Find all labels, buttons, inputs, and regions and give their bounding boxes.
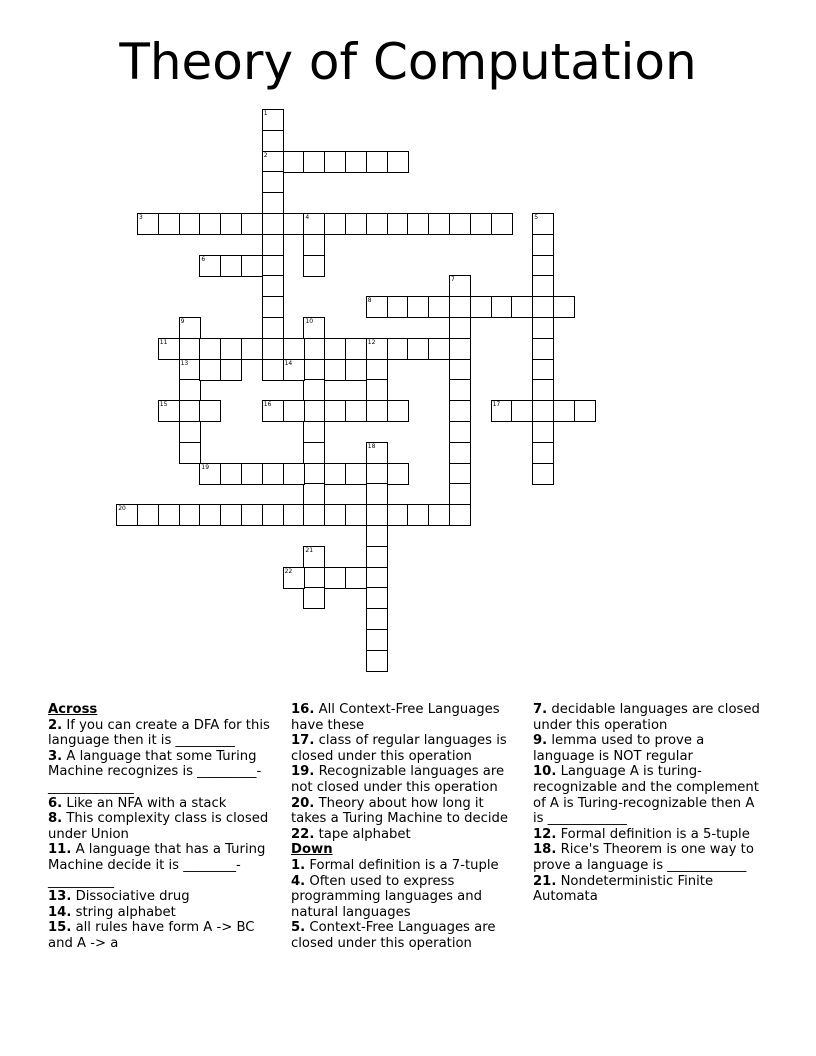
- crossword-cell[interactable]: [179, 359, 201, 381]
- crossword-cell[interactable]: [345, 463, 367, 485]
- crossword-cell[interactable]: [532, 275, 554, 297]
- clue-text: Recognizable languages are not closed under this operation: [291, 764, 505, 795]
- crossword-cell[interactable]: [532, 421, 554, 443]
- clue-item: [533, 827, 765, 843]
- page-title: Theory of Computation: [119, 33, 697, 91]
- crossword-cell[interactable]: [262, 213, 284, 235]
- crossword-cell[interactable]: [366, 546, 388, 568]
- crossword-cell[interactable]: [449, 359, 471, 381]
- crossword-cell[interactable]: [366, 608, 388, 630]
- crossword-cell[interactable]: [366, 338, 388, 360]
- crossword-cell[interactable]: [407, 504, 429, 526]
- crossword-cell[interactable]: [532, 379, 554, 401]
- clue-number: 18: [367, 442, 376, 450]
- crossword-cell[interactable]: [532, 255, 554, 277]
- crossword-cell[interactable]: [324, 338, 346, 360]
- crossword-cell[interactable]: [532, 296, 554, 318]
- crossword-cell[interactable]: [449, 421, 471, 443]
- clue-number: 10: [305, 318, 314, 325]
- crossword-cell[interactable]: [366, 504, 388, 526]
- crossword-cell[interactable]: [366, 463, 388, 485]
- clue-text: string alphabet: [71, 904, 176, 920]
- crossword-cell[interactable]: [366, 400, 388, 422]
- crossword-cell[interactable]: [262, 171, 284, 193]
- crossword-cell[interactable]: [303, 379, 325, 401]
- crossword-cell[interactable]: [137, 504, 159, 526]
- crossword-cell[interactable]: [387, 463, 409, 485]
- clue-item: [533, 733, 765, 764]
- clue-number: 13: [180, 359, 189, 367]
- clue-text: A language that has a Turing Machine decide it is ________-__________: [48, 842, 266, 889]
- clue-number: 22: [284, 567, 293, 575]
- clue-text: tape alphabet: [314, 826, 411, 842]
- crossword-cell[interactable]: [366, 442, 388, 464]
- clue-number: 3.: [48, 748, 63, 764]
- down-header: Down: [291, 842, 333, 858]
- crossword-cell[interactable]: [262, 504, 284, 526]
- clue-item: [291, 764, 523, 795]
- crossword-cell[interactable]: [283, 400, 305, 422]
- crossword-cell[interactable]: [345, 338, 367, 360]
- crossword-cell[interactable]: [262, 400, 284, 422]
- crossword-cell[interactable]: [324, 151, 346, 173]
- clue-number: 17.: [291, 733, 315, 749]
- clue-item: [533, 702, 765, 733]
- clue-text: Rice's Theorem is one way to prove a language is ____________: [533, 842, 754, 873]
- crossword-cell[interactable]: [303, 421, 325, 443]
- clue-item: [48, 749, 280, 796]
- crossword-cell[interactable]: [241, 338, 263, 360]
- clue-number: 16: [263, 401, 272, 409]
- clue-number: 8.: [48, 811, 63, 827]
- clue-text: This complexity class is closed under Union: [48, 811, 269, 842]
- clue-item: [48, 889, 280, 905]
- crossword-cell[interactable]: [449, 504, 471, 526]
- crossword-cell[interactable]: [283, 151, 305, 173]
- crossword-cell[interactable]: [199, 213, 221, 235]
- crossword-cell[interactable]: [303, 317, 325, 339]
- clue-text: Nondeterministic Finite Automata: [533, 873, 714, 905]
- clue-text: Formal definition is a 5-tuple: [556, 826, 750, 842]
- clue-number: 19: [201, 463, 210, 471]
- crossword-cell[interactable]: [345, 504, 367, 526]
- clues-column-1: [48, 702, 280, 952]
- crossword-cell[interactable]: [324, 359, 346, 381]
- crossword-cell[interactable]: [262, 151, 284, 173]
- clue-number: 15: [159, 401, 168, 409]
- crossword-cell[interactable]: [241, 213, 263, 235]
- crossword-cell[interactable]: [262, 359, 284, 381]
- clue-item: [291, 733, 523, 764]
- crossword-cell[interactable]: [366, 151, 388, 173]
- crossword-cell[interactable]: [532, 463, 554, 485]
- crossword-cell[interactable]: [220, 255, 242, 277]
- clue-number: 4: [305, 214, 310, 221]
- crossword-cell[interactable]: [345, 213, 367, 235]
- clue-number: 3: [139, 214, 143, 221]
- clue-text: Like an NFA with a stack: [62, 795, 227, 811]
- crossword-cell[interactable]: [366, 379, 388, 401]
- crossword-cell[interactable]: [553, 296, 575, 318]
- crossword-cell[interactable]: [158, 338, 180, 360]
- crossword-cell[interactable]: [366, 296, 388, 318]
- clue-number: 20.: [291, 795, 315, 811]
- crossword-cell[interactable]: [199, 255, 221, 277]
- crossword-cell[interactable]: [199, 359, 221, 381]
- clue-number: 7.: [533, 702, 548, 717]
- crossword-cell[interactable]: [324, 463, 346, 485]
- clue-number: 5.: [291, 920, 306, 936]
- crossword-cell[interactable]: [407, 213, 429, 235]
- crossword-cell[interactable]: [303, 442, 325, 464]
- clue-number: 21: [305, 546, 314, 554]
- crossword-cell[interactable]: [449, 463, 471, 485]
- clue-list-across-1: [48, 718, 280, 952]
- crossword-cell[interactable]: [366, 629, 388, 651]
- clue-text: All Context-Free Languages have these: [291, 702, 500, 733]
- crossword-cell[interactable]: [387, 504, 409, 526]
- crossword-cell[interactable]: [366, 587, 388, 609]
- clue-number: 11.: [48, 842, 72, 858]
- crossword-cell[interactable]: [491, 213, 513, 235]
- crossword-cell[interactable]: [345, 359, 367, 381]
- crossword-cell[interactable]: [199, 504, 221, 526]
- crossword-cell[interactable]: [532, 338, 554, 360]
- clue-text: Context-Free Languages are closed under this operation: [291, 920, 496, 951]
- crossword-cell[interactable]: [449, 400, 471, 422]
- crossword-cell[interactable]: [220, 338, 242, 360]
- clue-number: 11: [159, 338, 168, 346]
- crossword-cell[interactable]: [220, 504, 242, 526]
- crossword-cell[interactable]: [303, 213, 325, 235]
- crossword-cell[interactable]: [345, 151, 367, 173]
- clue-number: 16.: [291, 702, 315, 717]
- crossword-cell[interactable]: [470, 296, 492, 318]
- crossword-cell[interactable]: [324, 213, 346, 235]
- clue-number: 8: [367, 297, 372, 305]
- clue-item: [48, 842, 280, 889]
- crossword-cell[interactable]: [199, 338, 221, 360]
- crossword-cell[interactable]: [491, 400, 513, 422]
- crossword-cell[interactable]: [366, 483, 388, 505]
- clue-text: If you can create a DFA for this language then it is _________: [48, 717, 270, 749]
- clue-item: [533, 764, 765, 826]
- crossword-cell[interactable]: [449, 213, 471, 235]
- crossword-cell[interactable]: [449, 317, 471, 339]
- crossword-cell[interactable]: [532, 400, 554, 422]
- clue-text: Language A is turing-recognizable and the complement of A is Turing-recognizable then A is ____________: [533, 764, 759, 827]
- crossword-cell[interactable]: [220, 463, 242, 485]
- clue-number: 17: [492, 401, 501, 409]
- clue-number: 21.: [533, 873, 557, 889]
- clue-item: [48, 811, 280, 842]
- clue-item: [48, 920, 280, 951]
- crossword-cell[interactable]: [262, 296, 284, 318]
- crossword-cell[interactable]: [511, 400, 533, 422]
- crossword-cell[interactable]: [449, 379, 471, 401]
- crossword-cell[interactable]: [158, 213, 180, 235]
- crossword-cell[interactable]: [491, 296, 513, 318]
- crossword-cell[interactable]: [179, 317, 201, 339]
- clue-item: [533, 842, 765, 873]
- crossword-cell[interactable]: [262, 130, 284, 152]
- crossword-cell[interactable]: [303, 546, 325, 568]
- crossword-cell[interactable]: [428, 338, 450, 360]
- crossword-cell[interactable]: [241, 255, 263, 277]
- crossword-cell[interactable]: [137, 213, 159, 235]
- crossword-cell[interactable]: [324, 567, 346, 589]
- crossword-cell[interactable]: [449, 296, 471, 318]
- crossword-cell[interactable]: [387, 400, 409, 422]
- clue-item: [48, 905, 280, 921]
- crossword-cell[interactable]: [283, 567, 305, 589]
- clue-text: Often used to express programming languages and natural languages: [291, 873, 482, 920]
- clue-number: 2: [263, 151, 268, 159]
- clue-item: [291, 858, 523, 874]
- clue-item: [291, 796, 523, 827]
- clue-list-down-2: [533, 702, 765, 905]
- crossword-cell[interactable]: [283, 338, 305, 360]
- crossword-cell[interactable]: [532, 359, 554, 381]
- clue-item: [291, 827, 523, 843]
- clue-number: 15.: [48, 920, 72, 936]
- clue-item: [291, 874, 523, 921]
- crossword-cell[interactable]: [303, 234, 325, 256]
- clue-text: Dissociative drug: [71, 889, 190, 905]
- crossword-cell[interactable]: [179, 504, 201, 526]
- crossword-cell[interactable]: [324, 400, 346, 422]
- crossword-cell[interactable]: [303, 463, 325, 485]
- crossword-cell[interactable]: [532, 213, 554, 235]
- crossword-cell[interactable]: [283, 359, 305, 381]
- crossword-cell[interactable]: [179, 442, 201, 464]
- clue-number: 10.: [533, 764, 557, 780]
- crossword-cell[interactable]: [241, 463, 263, 485]
- clue-number: 14: [284, 359, 293, 367]
- crossword-cell[interactable]: [532, 317, 554, 339]
- crossword-cell[interactable]: [387, 296, 409, 318]
- clue-number: 1: [263, 110, 268, 117]
- crossword-cell[interactable]: [303, 567, 325, 589]
- crossword-cell[interactable]: [366, 525, 388, 547]
- crossword-cell[interactable]: [303, 504, 325, 526]
- crossword-cell[interactable]: [303, 587, 325, 609]
- crossword-cell[interactable]: [366, 213, 388, 235]
- crossword-cell[interactable]: [366, 359, 388, 381]
- crossword-cell[interactable]: [449, 338, 471, 360]
- clue-number: 12.: [533, 826, 557, 842]
- crossword-cell[interactable]: [303, 338, 325, 360]
- crossword-cell[interactable]: [220, 213, 242, 235]
- clue-item: [291, 920, 523, 951]
- clue-number: 6: [201, 255, 206, 263]
- crossword-cell[interactable]: [116, 504, 138, 526]
- crossword-cell[interactable]: [303, 359, 325, 381]
- crossword-cell[interactable]: [199, 463, 221, 485]
- crossword-cell[interactable]: [449, 442, 471, 464]
- crossword-cell[interactable]: [428, 296, 450, 318]
- crossword-cell[interactable]: [303, 483, 325, 505]
- clue-number: 14.: [48, 904, 72, 920]
- crossword-cell[interactable]: [449, 275, 471, 297]
- crossword-cell[interactable]: [262, 234, 284, 256]
- crossword-cell[interactable]: [220, 359, 242, 381]
- clue-number: 7: [451, 276, 455, 284]
- crossword-cell[interactable]: [303, 151, 325, 173]
- clue-item: [291, 702, 523, 733]
- clue-number: 2.: [48, 717, 63, 733]
- clue-number: 12: [367, 338, 376, 346]
- crossword-cell[interactable]: [387, 213, 409, 235]
- clue-list-across-2: [291, 702, 523, 842]
- crossword-cell[interactable]: [407, 296, 429, 318]
- crossword-cell[interactable]: [179, 338, 201, 360]
- clue-number: 18.: [533, 842, 557, 858]
- crossword-cell[interactable]: [387, 338, 409, 360]
- crossword-cell[interactable]: [283, 213, 305, 235]
- crossword-cell[interactable]: [511, 296, 533, 318]
- clue-number: 9: [180, 318, 185, 325]
- clues-column-3: [533, 702, 765, 905]
- crossword-cell[interactable]: [553, 400, 575, 422]
- clue-number: 5: [534, 214, 539, 221]
- crossword-cell[interactable]: [262, 255, 284, 277]
- clue-text: Formal definition is a 7-tuple: [305, 857, 499, 873]
- crossword-cell[interactable]: [428, 213, 450, 235]
- crossword-cell[interactable]: [199, 400, 221, 422]
- clue-text: class of regular languages is closed under this operation: [291, 733, 507, 764]
- crossword-cell[interactable]: [283, 463, 305, 485]
- crossword-cell[interactable]: [449, 483, 471, 505]
- clue-text: A language that some Turing Machine recognizes is _________-_____________: [48, 748, 262, 795]
- clue-item: [48, 718, 280, 749]
- crossword-cell[interactable]: [470, 213, 492, 235]
- crossword-cell[interactable]: [179, 421, 201, 443]
- crossword-cell[interactable]: [345, 400, 367, 422]
- crossword-cell[interactable]: [387, 151, 409, 173]
- crossword-cell[interactable]: [532, 234, 554, 256]
- crossword-cell[interactable]: [324, 504, 346, 526]
- crossword-cell[interactable]: [179, 379, 201, 401]
- crossword-cell[interactable]: [158, 504, 180, 526]
- crossword-cell[interactable]: [262, 109, 284, 131]
- clue-number: 19.: [291, 764, 315, 780]
- crossword-cell[interactable]: [366, 650, 388, 672]
- crossword-cell[interactable]: [262, 463, 284, 485]
- across-header: Across: [48, 702, 98, 717]
- crossword-cell[interactable]: [262, 275, 284, 297]
- crossword-cell[interactable]: [179, 213, 201, 235]
- crossword-cell[interactable]: [345, 567, 367, 589]
- clue-item: [48, 796, 280, 812]
- clue-number: 9.: [533, 733, 548, 749]
- crossword-cell[interactable]: [262, 317, 284, 339]
- clue-number: 6.: [48, 795, 63, 811]
- clue-number: 4.: [291, 873, 306, 889]
- crossword-cell[interactable]: [241, 504, 263, 526]
- crossword-cell[interactable]: [262, 338, 284, 360]
- clue-number: 22.: [291, 826, 315, 842]
- crossword-cell[interactable]: [283, 504, 305, 526]
- clue-number: 1.: [291, 857, 306, 873]
- crossword-cell[interactable]: [428, 504, 450, 526]
- clues-column-2: [291, 702, 523, 952]
- crossword-cell[interactable]: [303, 400, 325, 422]
- crossword-cell[interactable]: [407, 338, 429, 360]
- clue-text: decidable languages are closed under this operation: [533, 702, 760, 733]
- crossword-cell[interactable]: [532, 442, 554, 464]
- crossword-cell[interactable]: [179, 400, 201, 422]
- crossword-cell[interactable]: [574, 400, 596, 422]
- clue-text: lemma used to prove a language is NOT regular: [533, 733, 705, 764]
- crossword-cell[interactable]: [262, 192, 284, 214]
- clue-text: all rules have form A -> BC and A -> a: [48, 920, 255, 951]
- clue-item: [533, 874, 765, 905]
- crossword-cell[interactable]: [366, 567, 388, 589]
- clue-number: 13.: [48, 889, 72, 905]
- crossword-cell[interactable]: [158, 400, 180, 422]
- clue-text: Theory about how long it takes a Turing Machine to decide: [291, 795, 508, 827]
- crossword-cell[interactable]: [303, 255, 325, 277]
- clue-number: 20: [118, 505, 126, 513]
- clue-list-down-1: [291, 858, 523, 952]
